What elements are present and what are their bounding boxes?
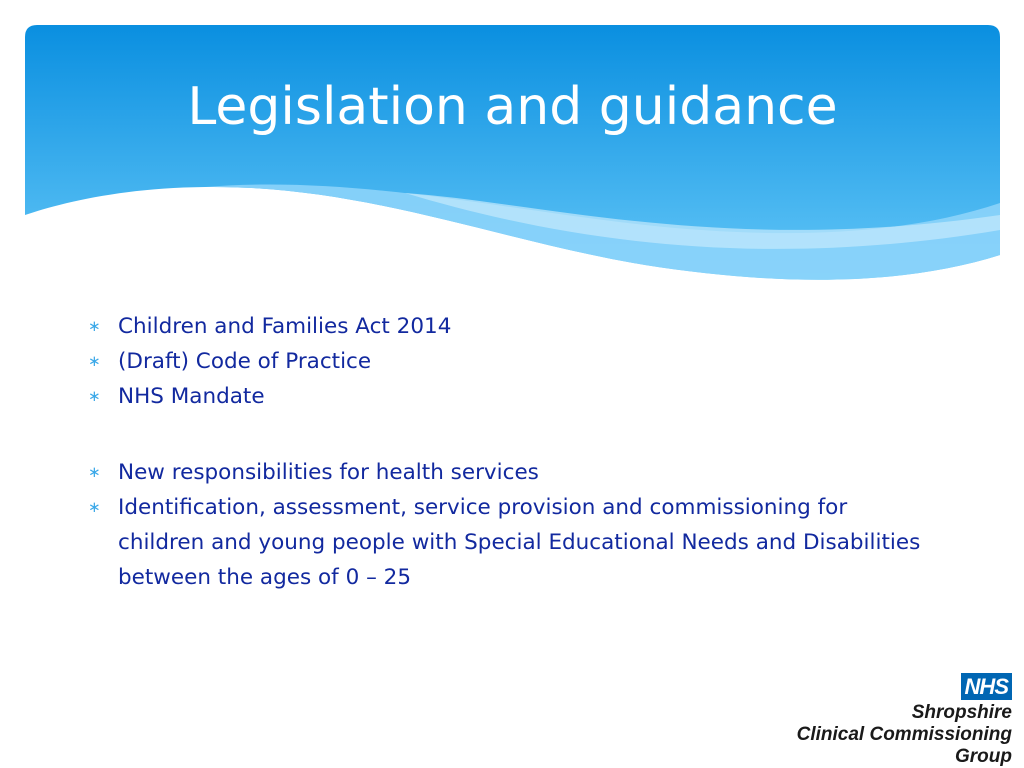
nhs-logo <box>752 673 1012 768</box>
bullet-icon: ∗ <box>88 352 101 370</box>
list-item: ∗ New responsibilities for health services <box>88 455 938 490</box>
bullet-icon: ∗ <box>88 498 101 516</box>
title-banner <box>25 25 1000 290</box>
logo-line-2: Clinical Commissioning Group <box>796 724 1012 767</box>
bullet-icon: ∗ <box>88 387 101 405</box>
list-spacer <box>88 414 938 455</box>
list-item: ∗ (Draft) Code of Practice <box>88 344 938 379</box>
bullet-icon: ∗ <box>88 317 101 335</box>
list-item: ∗ Identification, assessment, service provision and commissioning for children and young people with Special Educational Needs and Disabilities between the ages of 0 – 25 <box>88 490 938 595</box>
wave-background <box>25 25 1000 290</box>
logo-line-1: Shropshire <box>911 702 1012 723</box>
nhs-badge: NHS <box>961 673 1012 700</box>
slide-title: Legislation and guidance <box>187 77 838 137</box>
bullet-list <box>88 309 938 595</box>
bullet-icon: ∗ <box>88 463 101 481</box>
list-item: ∗ Children and Families Act 2014 <box>88 309 938 344</box>
list-item: ∗ NHS Mandate <box>88 379 938 414</box>
